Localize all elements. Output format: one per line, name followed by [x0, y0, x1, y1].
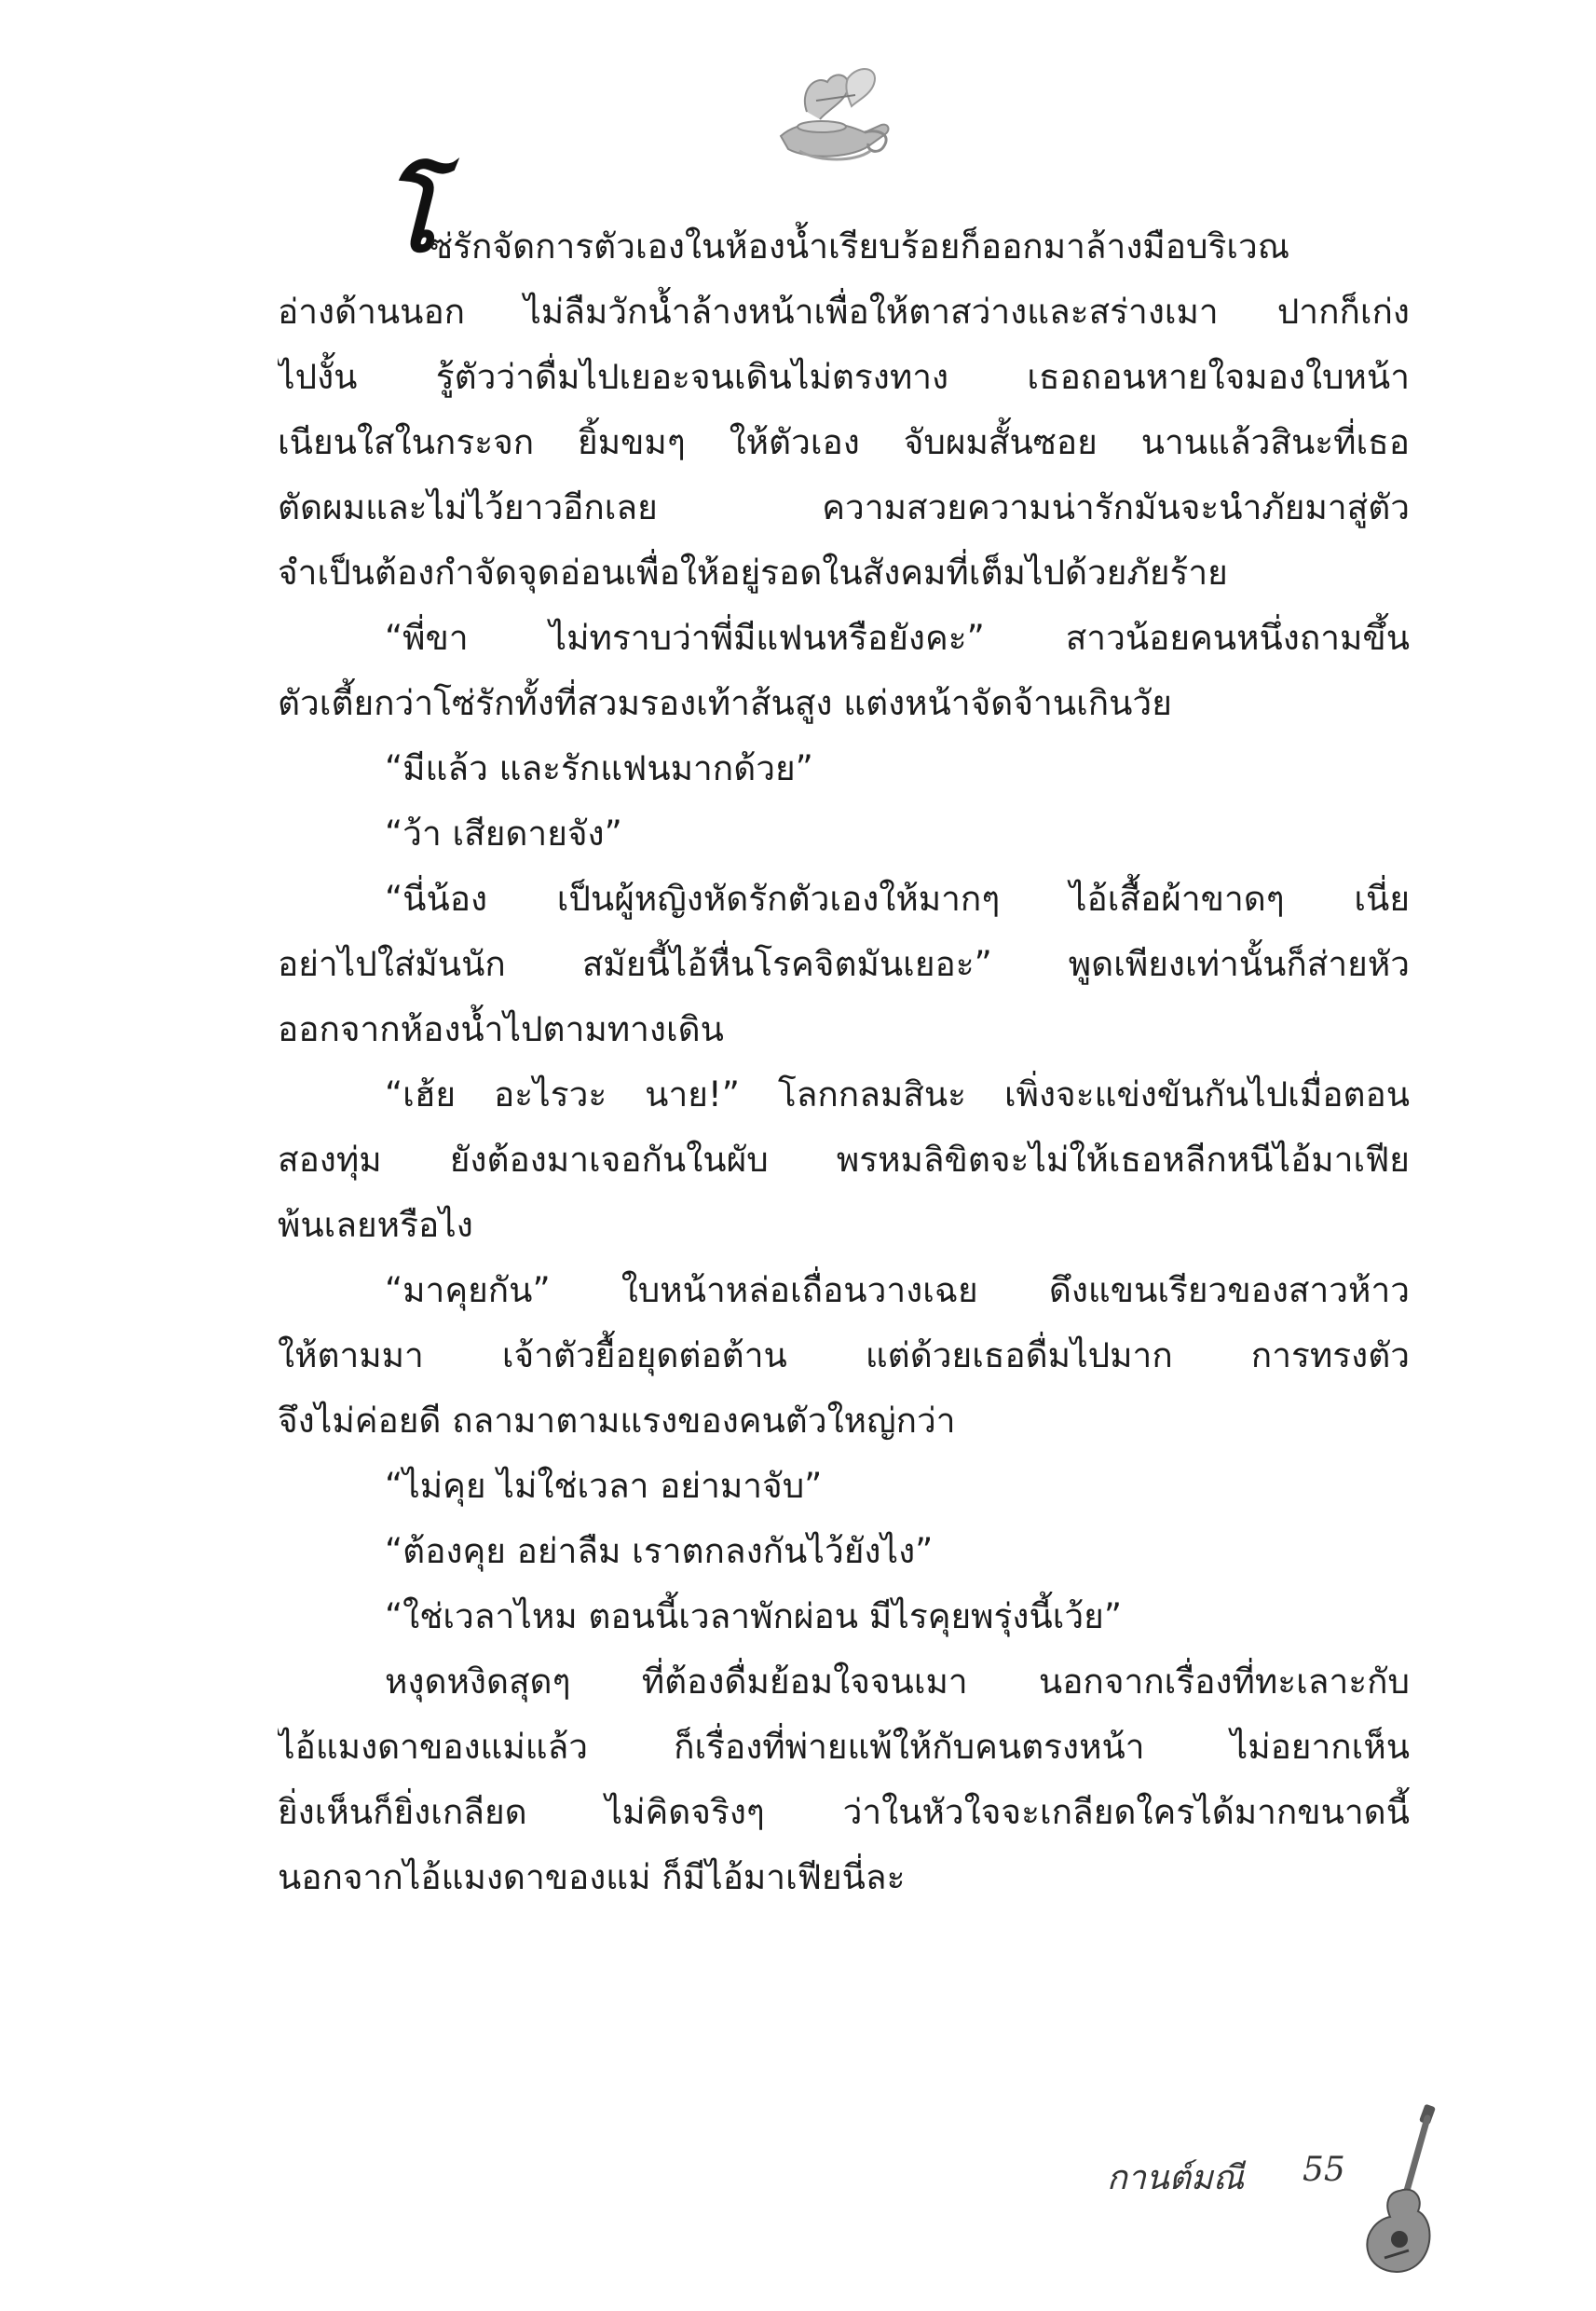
text-line: จำเป็นต้องกำจัดจุดอ่อนเพื่อให้อยู่รอดในสังคมที่เต็มไปด้วยภัยร้าย [278, 553, 1228, 593]
text-line: “ไม่คุย ไม่ใช่เวลา อย่ามาจับ” [385, 1466, 823, 1506]
text-line: “ใช่เวลาไหม ตอนนี้เวลาพักผ่อน มีไรคุยพรุ่งนี้เว้ย” [385, 1596, 1123, 1636]
text-line: ไปงั้น รู้ตัวว่าดื่มไปเยอะจนเดินไม่ตรงทาง เธอถอนหายใจมองใบหน้า [278, 357, 1410, 397]
text-line: “นี่น้อง เป็นผู้หญิงหัดรักตัวเองให้มากๆ ไอ้เสื้อผ้าขาดๆ เนี่ย [385, 879, 1410, 919]
text-line: อย่าไปใส่มันนัก สมัยนี้ไอ้หื่นโรคจิตมันเยอะ” พูดเพียงเท่านั้นก็ส่ายหัว [278, 944, 1410, 984]
text-line: นอกจากไอ้แมงดาของแม่ ก็มีไอ้มาเฟียนี่ละ [278, 1857, 906, 1897]
text-line: อ่างด้านนอก ไม่ลืมวักน้ำล้างหน้าเพื่อให้ตาสว่างและสร่างเมา ปากก็เก่ง [278, 292, 1410, 332]
text-line: ไอ้แมงดาของแม่แล้ว ก็เรื่องที่พ่ายแพ้ให้กับคนตรงหน้า ไม่อยากเห็น [278, 1727, 1410, 1767]
text-line: ตัดผมและไม่ไว้ยาวอีกเลย ความสวยความน่ารักมันจะนำภัยมาสู่ตัว [278, 487, 1410, 527]
text-line: “มาคุยกัน” ใบหน้าหล่อเถื่อนวางเฉย ดึงแขนเรียวของสาวห้าว [385, 1270, 1410, 1310]
text-line: ตัวเตี้ยกว่าโซ่รักทั้งที่สวมรองเท้าส้นสูง แต่งหน้าจัดจ้านเกินวัย [278, 683, 1172, 723]
text-line: พ้นเลยหรือไง [278, 1205, 473, 1245]
text-line: “เฮ้ย อะไรวะ นาย!” โลกกลมสินะ เพิ่งจะแข่งขันกันไปเมื่อตอน [385, 1074, 1410, 1114]
text-line: ออกจากห้องน้ำไปตามทางเดิน [278, 1009, 724, 1049]
book-title: กานต์มณี [1107, 2159, 1245, 2197]
text-line: “ต้องคุย อย่าลืม เราตกลงกันไว้ยังไง” [385, 1531, 934, 1571]
drop-cap: โ [382, 157, 437, 275]
text-line: “ว้า เสียดายจัง” [385, 814, 622, 854]
text-line: จึงไม่ค่อยดี ถลามาตามแรงของคนตัวใหญ่กว่า [278, 1401, 956, 1441]
text-line: เนียนใสในกระจก ยิ้มขมๆ ให้ตัวเอง จับผมสั้นซอย นานแล้วสินะที่เธอ [278, 422, 1410, 462]
teapot-cupid-ornament-icon [762, 54, 902, 166]
text-line: “มีแล้ว และรักแฟนมากด้วย” [385, 748, 813, 788]
text-line: “พี่ขา ไม่ทราบว่าพี่มีแฟนหรือยังคะ” สาวน้อยคนหนึ่งถามขึ้น [385, 618, 1410, 658]
text-line: ยิ่งเห็นก็ยิ่งเกลียด ไม่คิดจริงๆ ว่าในหัวใจจะเกลียดใครได้มากขนาดนี้ [278, 1792, 1410, 1832]
page-number: 55 [1303, 2151, 1345, 2189]
text-line: สองทุ่ม ยังต้องมาเจอกันในผับ พรหมลิขิตจะไม่ให้เธอหลีกหนีไอ้มาเฟีย [278, 1140, 1410, 1180]
text-line: ซ่รักจัดการตัวเองในห้องน้ำเรียบร้อยก็ออกมาล้างมือบริเวณ [430, 226, 1290, 267]
text-line: ให้ตามมา เจ้าตัวยื้อยุดต่อต้าน แต่ด้วยเธอดื่มไปมาก การทรงตัว [278, 1335, 1410, 1375]
text-line: หงุดหงิดสุดๆ ที่ต้องดื่มย้อมใจจนเมา นอกจากเรื่องที่ทะเลาะกับ [385, 1661, 1410, 1702]
guitar-icon [1362, 2101, 1455, 2278]
